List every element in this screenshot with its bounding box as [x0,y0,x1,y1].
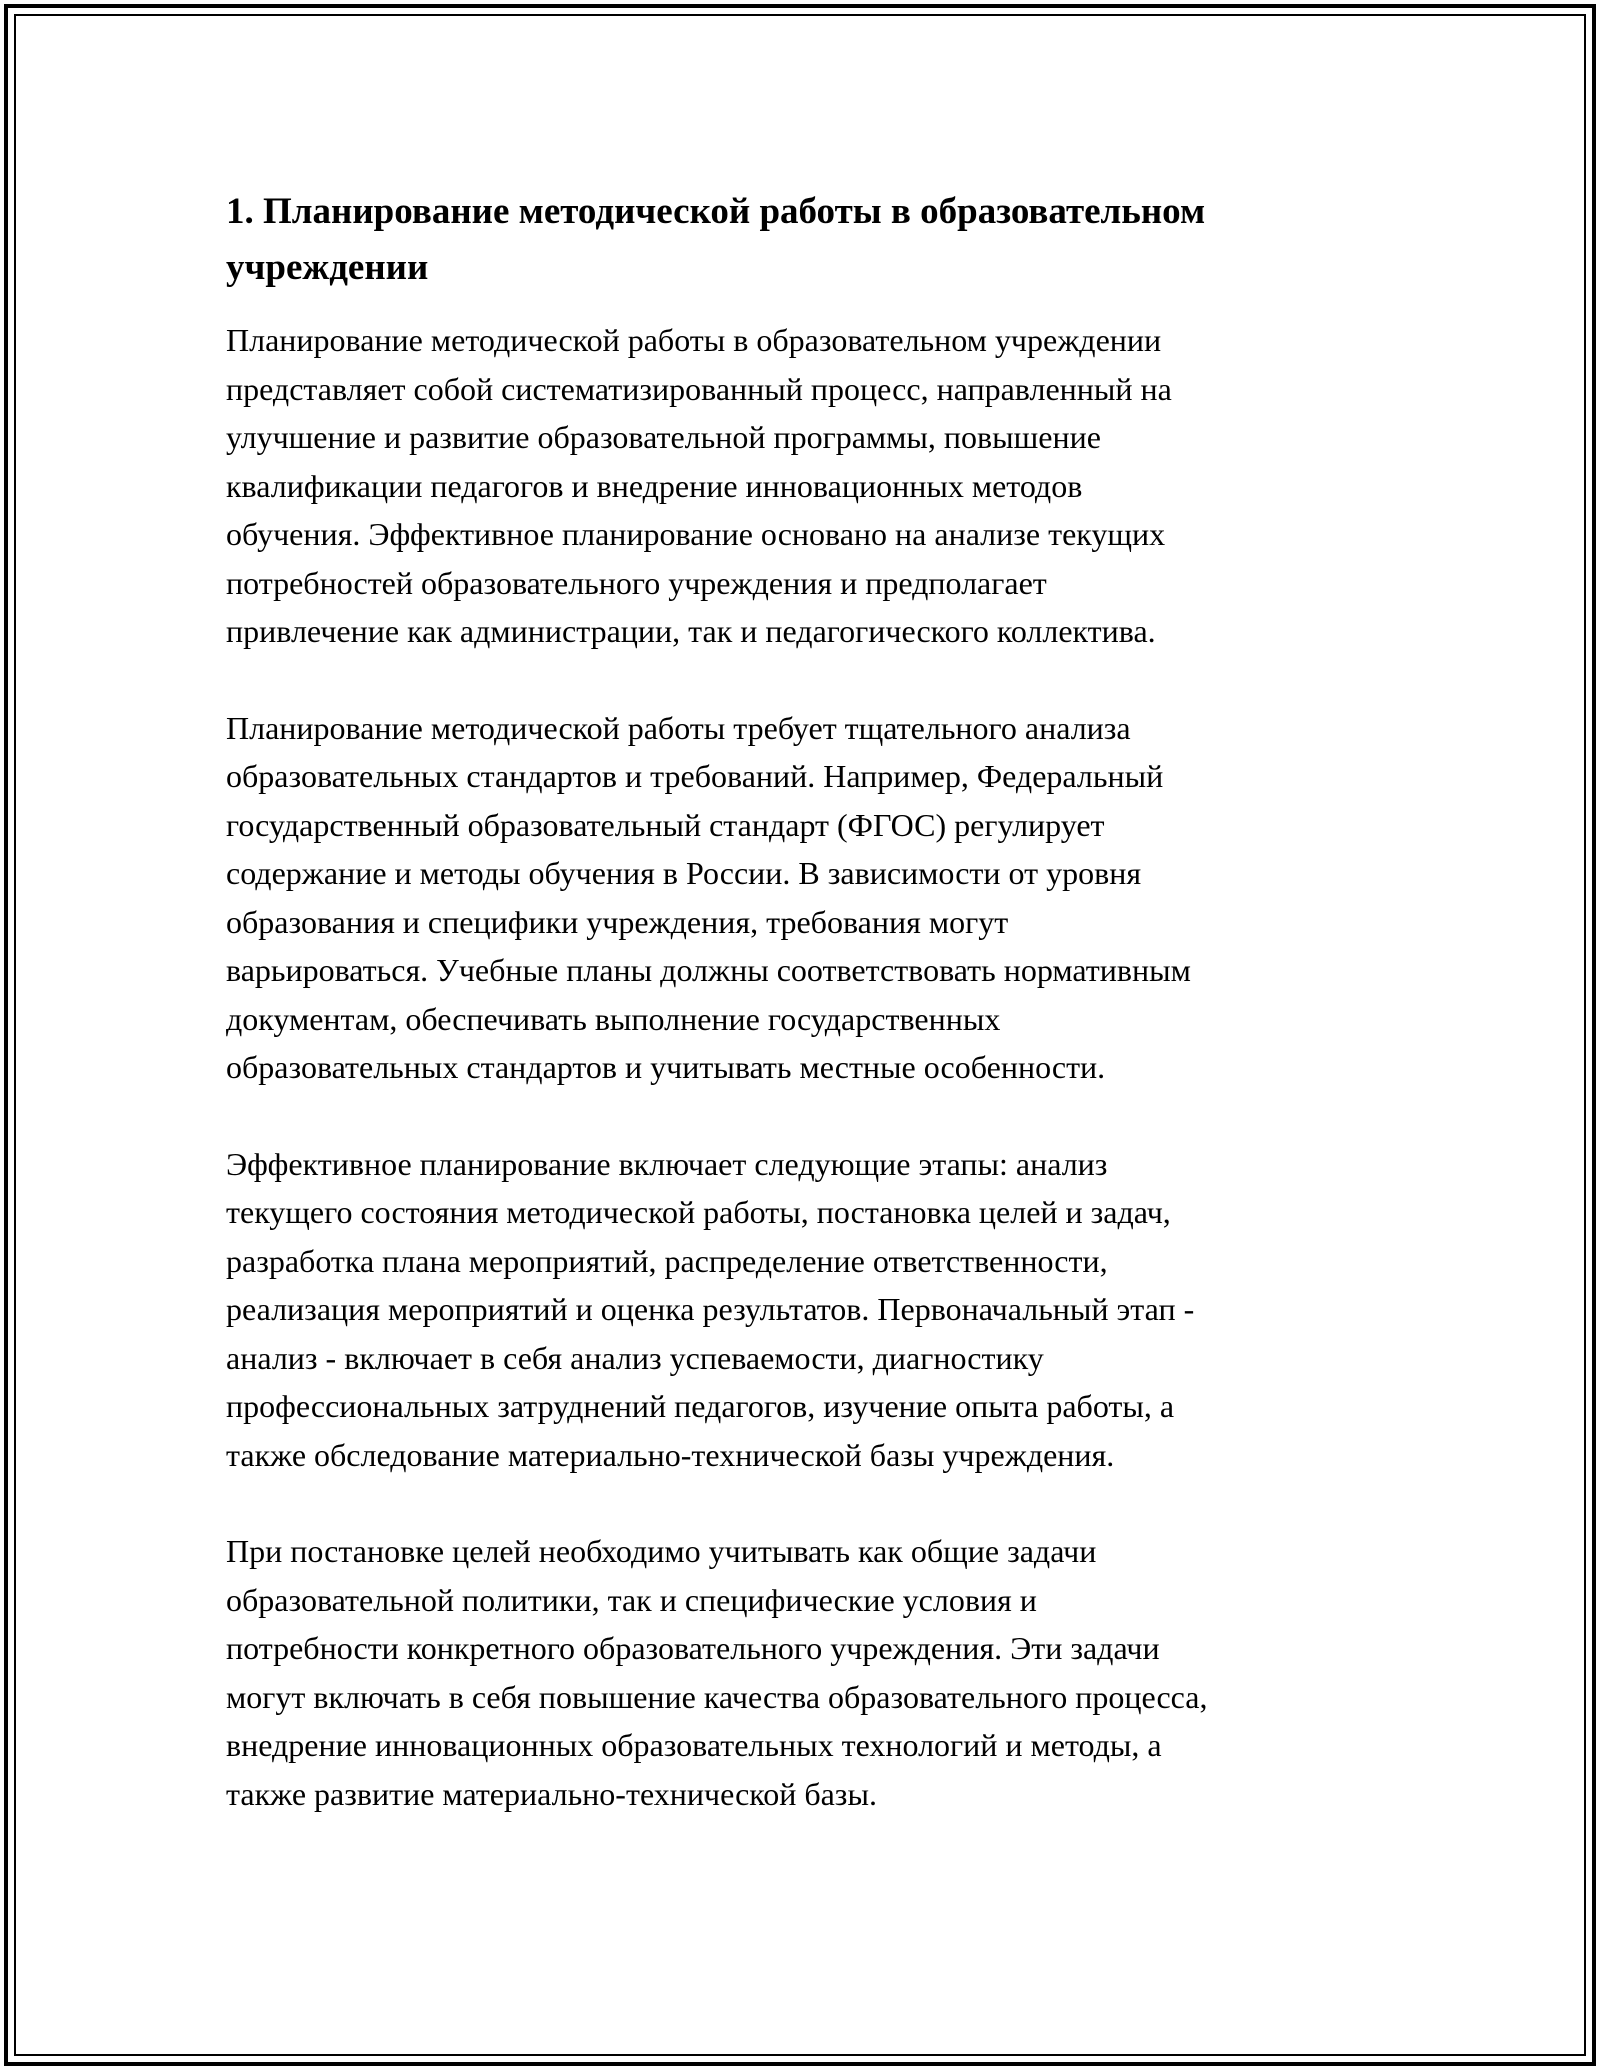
document-body [226,184,1386,1866]
paragraph-4: При постановке целей необходимо учитывать как общие задачи образовательной политики, так и специфические условия и потребности конкретного образовательного учреждения. Эти задачи могут включать в себя повышение качества образовательного процесса, внедрение инновационных образовательных технологий и методы, а также развитие материально-технической базы. [226,1533,1208,1812]
paragraph-2: Планирование методической работы требует тщательного анализа образовательных стандартов и требований. Например, Федеральный государственный образовательный стандарт (ФГОС) регулирует содержание и методы обучения в России. В зависимости от уровня образования и специфики учреждения, требования могут варьироваться. Учебные планы должны соответствовать нормативным документам, обеспечивать выполнение государственных образовательных стандартов и учитывать местные особенности. [226,709,1191,1085]
paragraph-3: Эффективное планирование включает следующие этапы: анализ текущего состояния методической работы, постановка целей и задач, разработка плана мероприятий, распределение ответственности, реализация мероприятий и оценка результатов. Первоначальный этап - анализ - включает в себя анализ успеваемости, диагностику профессиональных затруднений педагогов, изучение опыта работы, а также обследование материально-технической базы учреждения. [226,1145,1195,1473]
paragraph-1: Планирование методической работы в образовательном учреждении представляет собой систематизированный процесс, направленный на улучшение и развитие образовательной программы, повышение квалификации педагогов и внедрение инновационных методов обучения. Эффективное планирование основано на анализе текущих потребностей образовательного учреждения и предполагает привлечение как администрации, так и педагогического коллектива. [226,322,1172,649]
section-heading: 1. Планирование методической работы в образовательном учреждении [226,191,1206,288]
